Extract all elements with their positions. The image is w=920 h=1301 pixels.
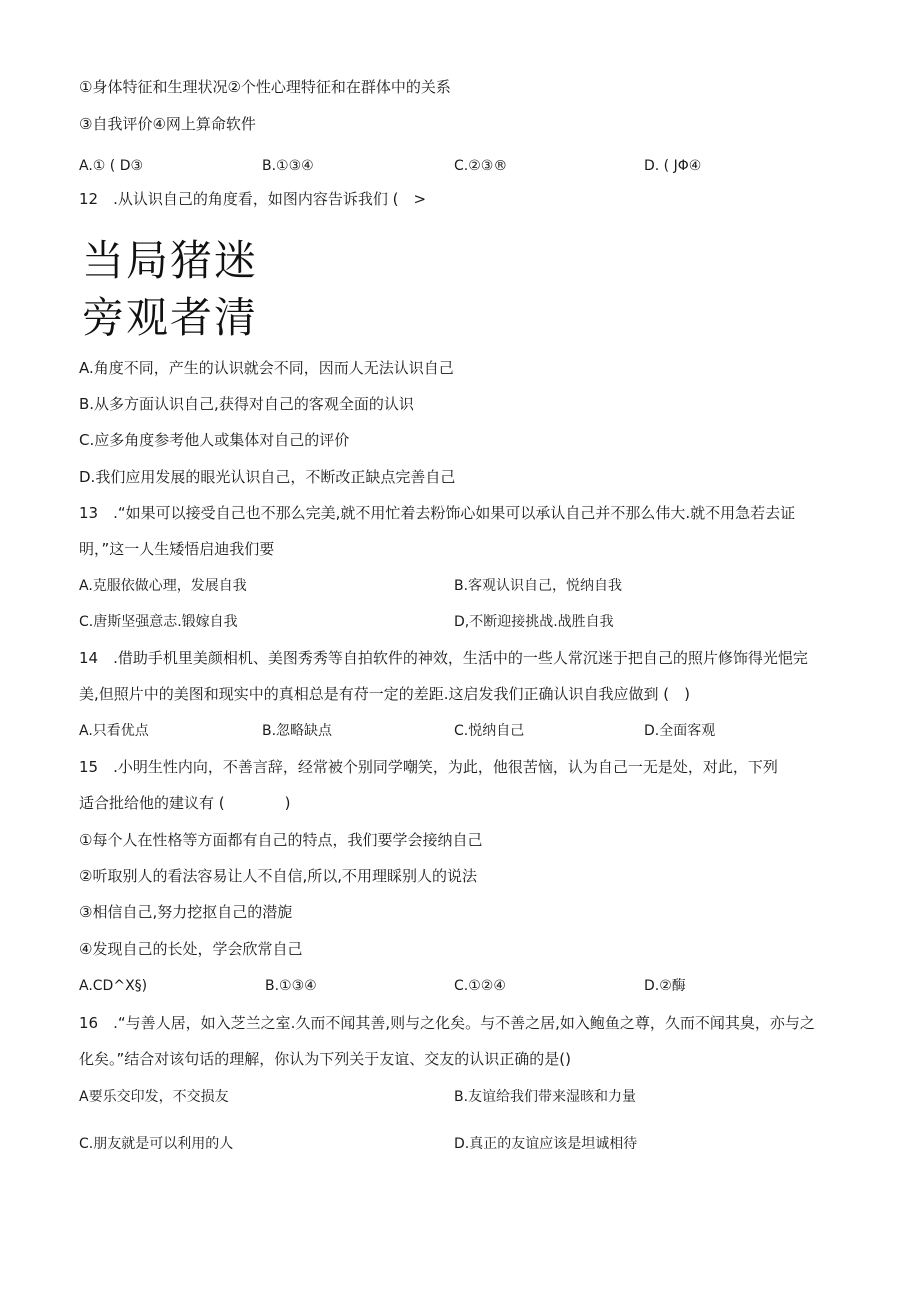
- q15-statement-3: ③相信自己,努力挖抠自己的潜旎: [79, 903, 293, 921]
- q16-stem-line1: 16 .“与善人居，如入芝兰之室.久而不闻其善,则与之化矣。与不善之居,如入鲍鱼之尊，久而不闻其臭，亦与之: [79, 1014, 815, 1032]
- q14-option-b: B.忽略缺点: [262, 723, 333, 739]
- q15-statement-2: ②听取别人的看法容易让人不自信,所以,不用理睬别人的说法: [79, 867, 477, 885]
- q13-option-c: C.唐斯坚强意志.锻嫁自我: [79, 614, 238, 630]
- q12-image-line1: 当局猪迷: [82, 236, 259, 285]
- q14-option-a: A.只看优点: [79, 723, 149, 739]
- q15-option-a: A.CD^X§): [79, 978, 148, 994]
- q11-option-b: B.①③④: [262, 158, 314, 174]
- q13-stem-line2: 明，”这一人生矮悟启迪我们要: [79, 540, 275, 558]
- q14-stem-line1: 14 .借助手机里美颜相机、美图秀秀等自拍软件的神效，生活中的一些人常沉迷于把自己的照片修饰得光悒完: [79, 649, 808, 667]
- q14-option-c: C.悦纳自己: [454, 723, 525, 739]
- q12-stem: 12 .从认识自己的角度看，如图内容告诉我们 ( >: [79, 190, 427, 208]
- q13-option-d: D,不断迎接挑战.战胜自我: [454, 614, 614, 630]
- q13-option-a: A.克服依做心理，发展自我: [79, 578, 247, 594]
- q15-option-d: D.②酶: [644, 978, 686, 994]
- q12-option-c: C.应多角度参考他人或集体对自己的评价: [79, 431, 350, 449]
- q14-option-d: D.全面客观: [644, 723, 716, 739]
- q16-option-c: C.朋友就是可以利用的人: [79, 1136, 234, 1152]
- q11-statements-line2: ③自我评价④网上算命软件: [79, 115, 256, 133]
- q16-stem-line2: 化矣。”结合对该句话的理解，你认为下列关于友谊、交友的认识正确的是(): [79, 1050, 571, 1068]
- q16-option-d: D.真正的友谊应该是坦诚相待: [454, 1136, 638, 1152]
- q15-stem-line2: 适合批给他的建议有 ( ): [79, 794, 291, 812]
- q11-option-a: A.① ( D③: [79, 158, 144, 174]
- q15-stem-line1: 15 .小明生性内向，不善言辞，经常被个别同学嘲笑，为此，他很苦恼，认为自己一无是处，对此，下列: [79, 758, 778, 776]
- q14-stem-line2: 美,但照片中的美图和现实中的真相总是有苻一定的差距.这启发我们正确认识自我应做到 ( ): [79, 685, 691, 703]
- q15-option-b: B.①③④: [265, 978, 317, 994]
- q11-option-c: C.②③®: [454, 158, 508, 174]
- q16-option-b: B.友谊给我们带来湿晐和力量: [454, 1089, 637, 1105]
- q13-option-b: B.客观认识自己，悦纳自我: [454, 578, 623, 594]
- q11-statements-line1: ①身体特征和生理状况②个性心理特征和在群体中的关系: [79, 78, 451, 96]
- q13-stem-line1: 13 .“如果可以接受自己也不那么完美,就不用忙着去粉饰心如果可以承认自己并不那么伟大.就不用急若去证: [79, 504, 796, 522]
- q12-option-d: D.我们应用发展的眼光认识自己，不断改正缺点完善自己: [79, 468, 456, 486]
- q16-option-a: A要乐交印发，不交损友: [79, 1089, 229, 1105]
- q15-statement-4: ④发现自己的长处，学会欣常自己: [79, 940, 303, 958]
- q12-option-b: B.从多方面认识自己,获得对自己的客观全面的认识: [79, 395, 414, 413]
- q11-option-d: D. ( JΦ④: [644, 158, 702, 174]
- q12-image-line2: 旁观者清: [82, 293, 259, 342]
- q15-statement-1: ①每个人在性格等方面都有自己的特点，我们要学会接纳自己: [79, 831, 483, 849]
- q12-option-a: A.角度不同，产生的认识就会不同，因而人无法认识自己: [79, 359, 454, 377]
- q15-option-c: C.①②④: [454, 978, 506, 994]
